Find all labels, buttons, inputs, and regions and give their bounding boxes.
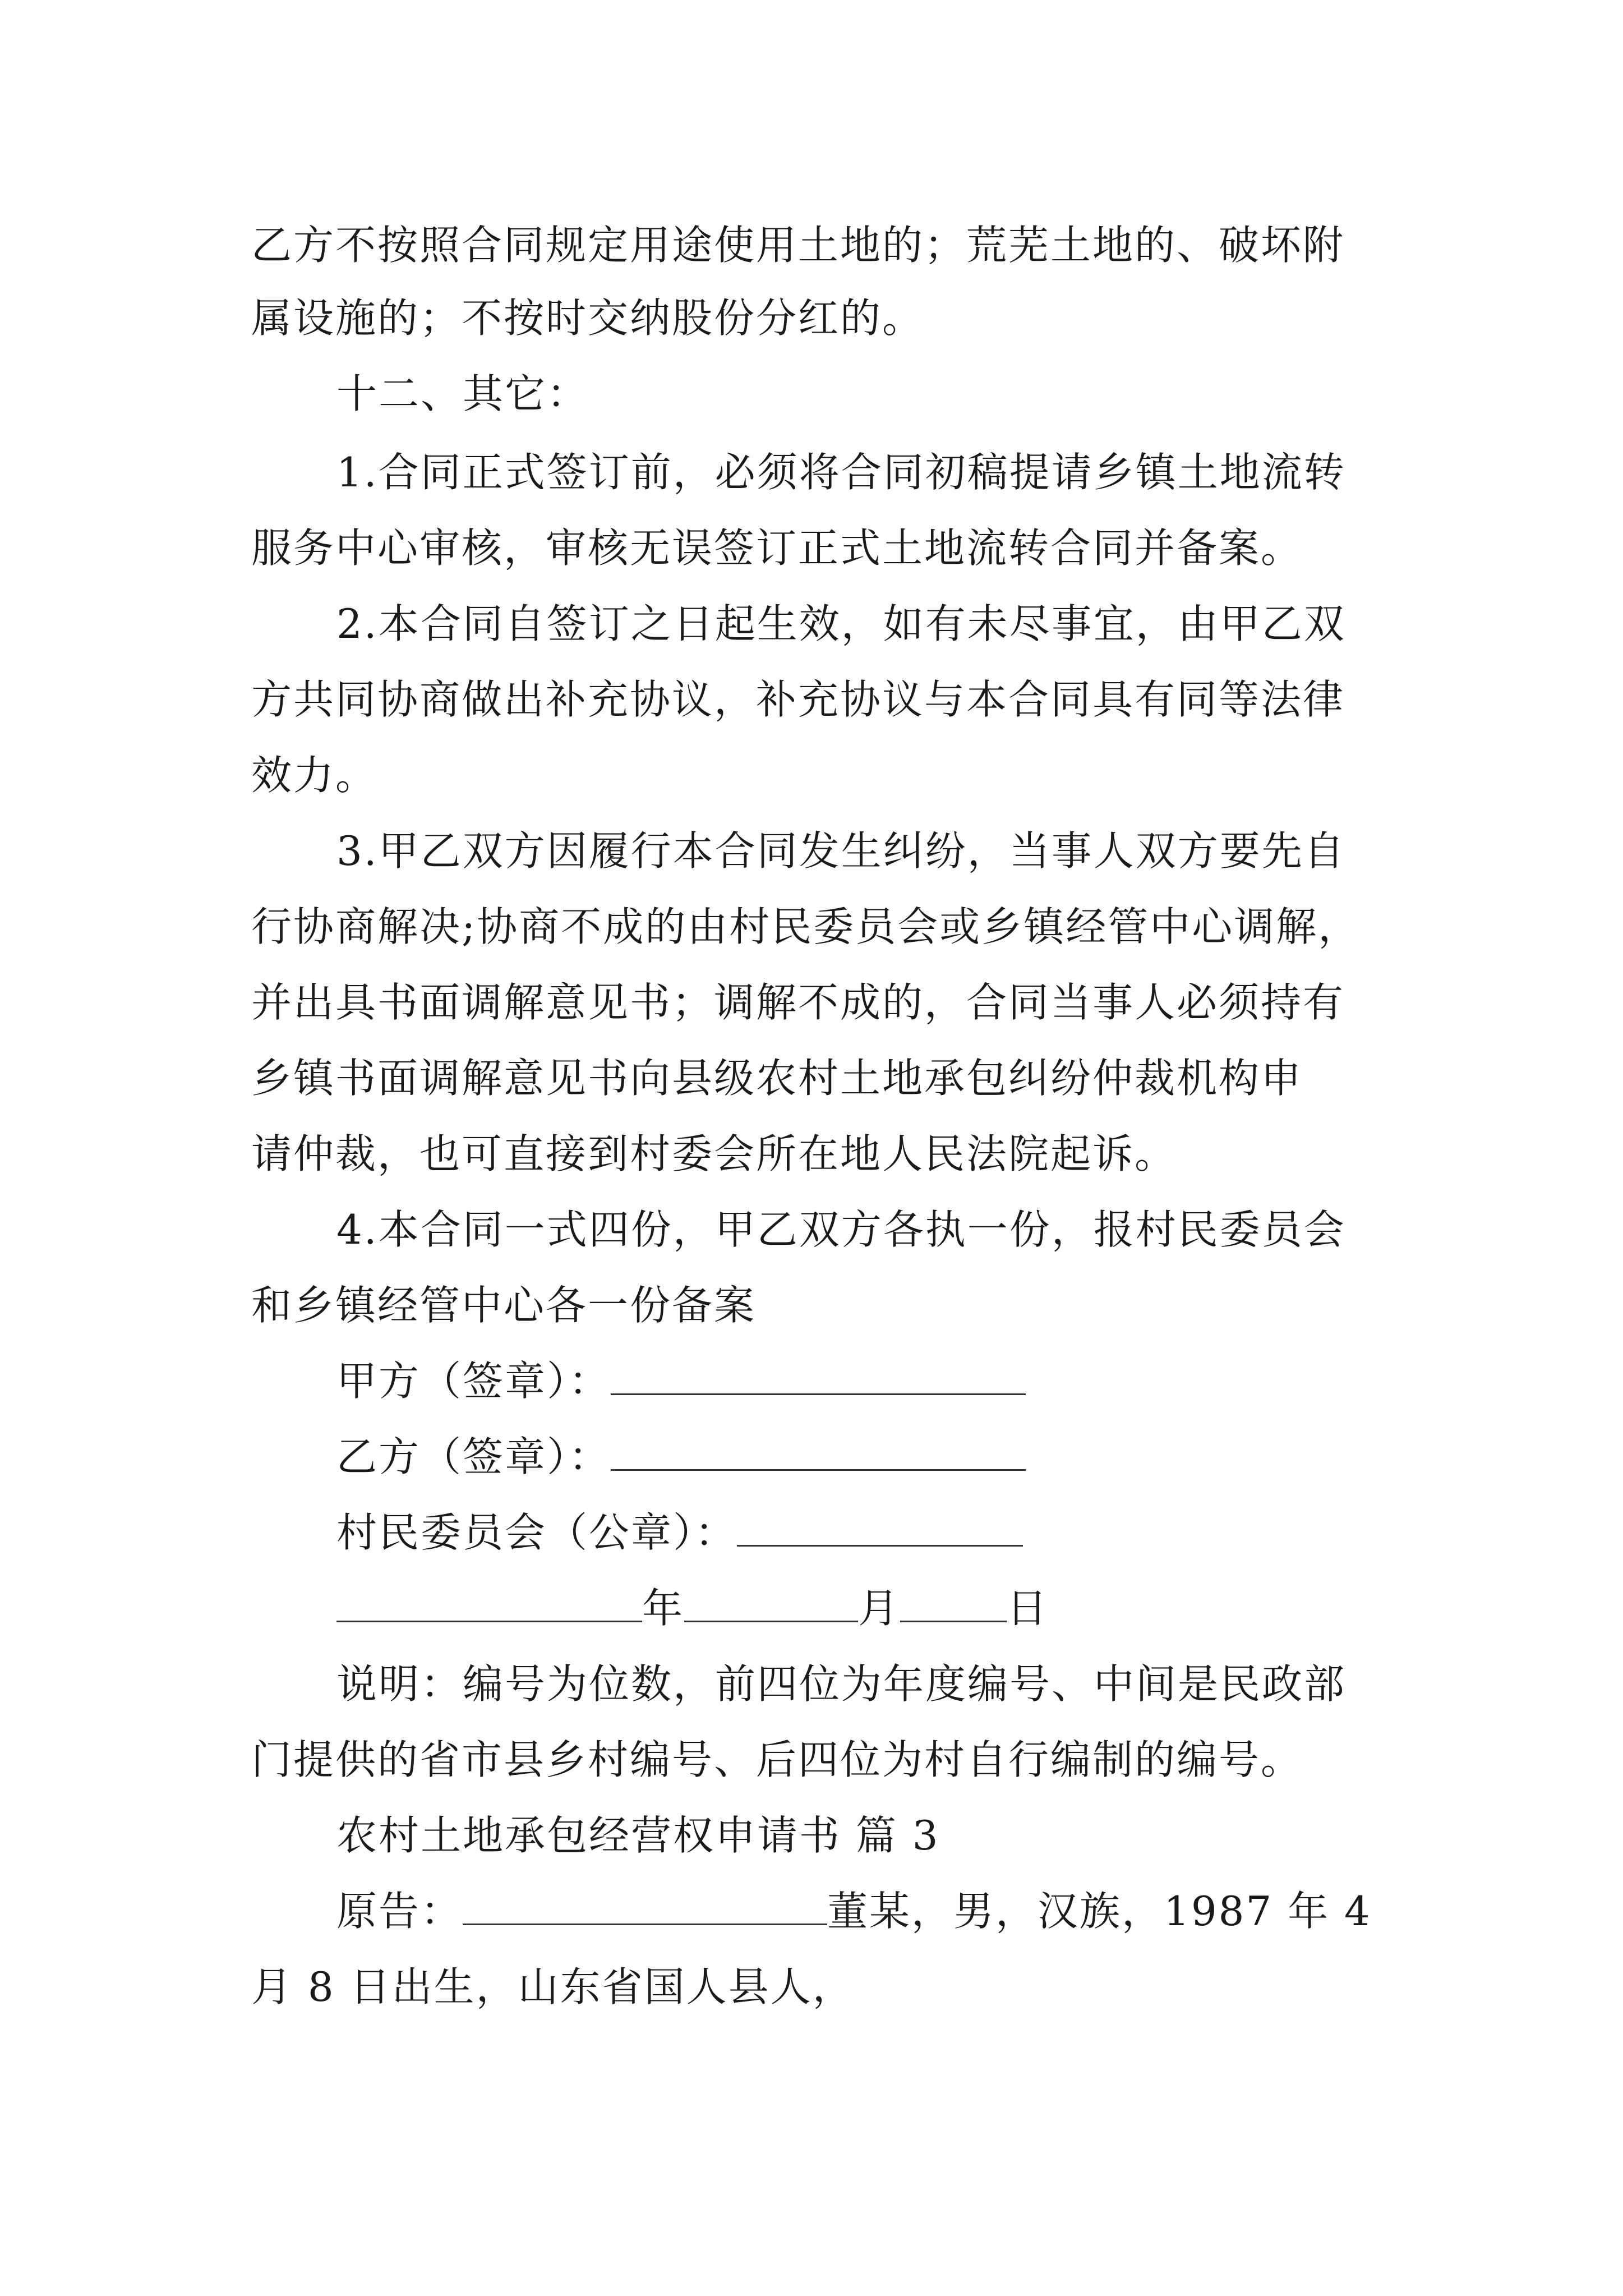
body-line: 属设施的；不按时交纳股份分红的。 xyxy=(251,295,925,342)
plaintiff-label: 原告： xyxy=(336,1888,463,1935)
date-line xyxy=(336,1579,1378,1637)
body-line: 方共同协商做出补充协议，补充协议与本合同具有同等法律 xyxy=(251,676,1345,723)
body-line: 和乡镇经管中心各一份备案 xyxy=(251,1282,757,1329)
signature-label: 村民委员会（公章）： xyxy=(336,1509,737,1556)
section-heading: 十二、其它： xyxy=(336,370,589,417)
clause-1: 1.合同正式签订前，必须将合同初稿提请乡镇土地流转 xyxy=(336,449,1346,496)
signature-blank xyxy=(611,1430,1026,1471)
body-line: 乙方不按照合同规定用途使用土地的；荒芜土地的、破坏附 xyxy=(251,222,1345,269)
year-blank xyxy=(336,1581,642,1622)
body-line: 服务中心审核，审核无误签订正式土地流转合同并备案。 xyxy=(251,524,1303,572)
body-line: 并出具书面调解意见书；调解不成的，合同当事人必须持有 xyxy=(251,979,1345,1026)
signature-label: 乙方（签章）： xyxy=(336,1433,611,1480)
clause-2: 2.本合同自签订之日起生效，如有未尽事宜，由甲乙双 xyxy=(336,600,1346,647)
month-label: 月 xyxy=(858,1585,901,1632)
plaintiff-blank xyxy=(463,1884,827,1925)
year-label: 年 xyxy=(642,1585,685,1632)
month-blank xyxy=(684,1581,858,1622)
clause-4: 4.本合同一式四份，甲乙双方各执一份，报村民委员会 xyxy=(336,1206,1346,1253)
body-line: 效力。 xyxy=(251,752,378,799)
plaintiff-line xyxy=(336,1882,1378,1940)
plaintiff-text: 董某，男，汉族，1987 年 4 xyxy=(827,1888,1372,1935)
signature-blank xyxy=(611,1354,1026,1395)
note-line: 门提供的省市县乡村编号、后四位为村自行编制的编号。 xyxy=(251,1736,1303,1783)
body-line: 乡镇书面调解意见书向县级农村土地承包纠纷仲裁机构申 xyxy=(251,1055,1303,1102)
day-blank xyxy=(900,1581,1007,1622)
signature-blank xyxy=(737,1506,1023,1547)
section-title: 农村土地承包经营权申请书 篇 3 xyxy=(336,1812,940,1859)
signature-party-a xyxy=(336,1352,1378,1410)
clause-3: 3.甲乙双方因履行本合同发生纠纷，当事人双方要先自 xyxy=(336,827,1346,875)
day-label: 日 xyxy=(1007,1585,1049,1632)
signature-label: 甲方（签章）： xyxy=(336,1358,611,1405)
body-line: 请仲裁，也可直接到村委会所在地人民法院起诉。 xyxy=(251,1130,1177,1177)
signature-party-b xyxy=(336,1428,1378,1486)
note-line: 说明：编号为位数，前四位为年度编号、中间是民政部 xyxy=(336,1660,1347,1708)
body-line: 行协商解决;协商不成的由村民委员会或乡镇经管中心调解， xyxy=(251,903,1361,950)
plaintiff-line-2: 月 8 日出生，山东省国人县人， xyxy=(251,1963,855,2010)
signature-committee xyxy=(336,1503,1378,1562)
